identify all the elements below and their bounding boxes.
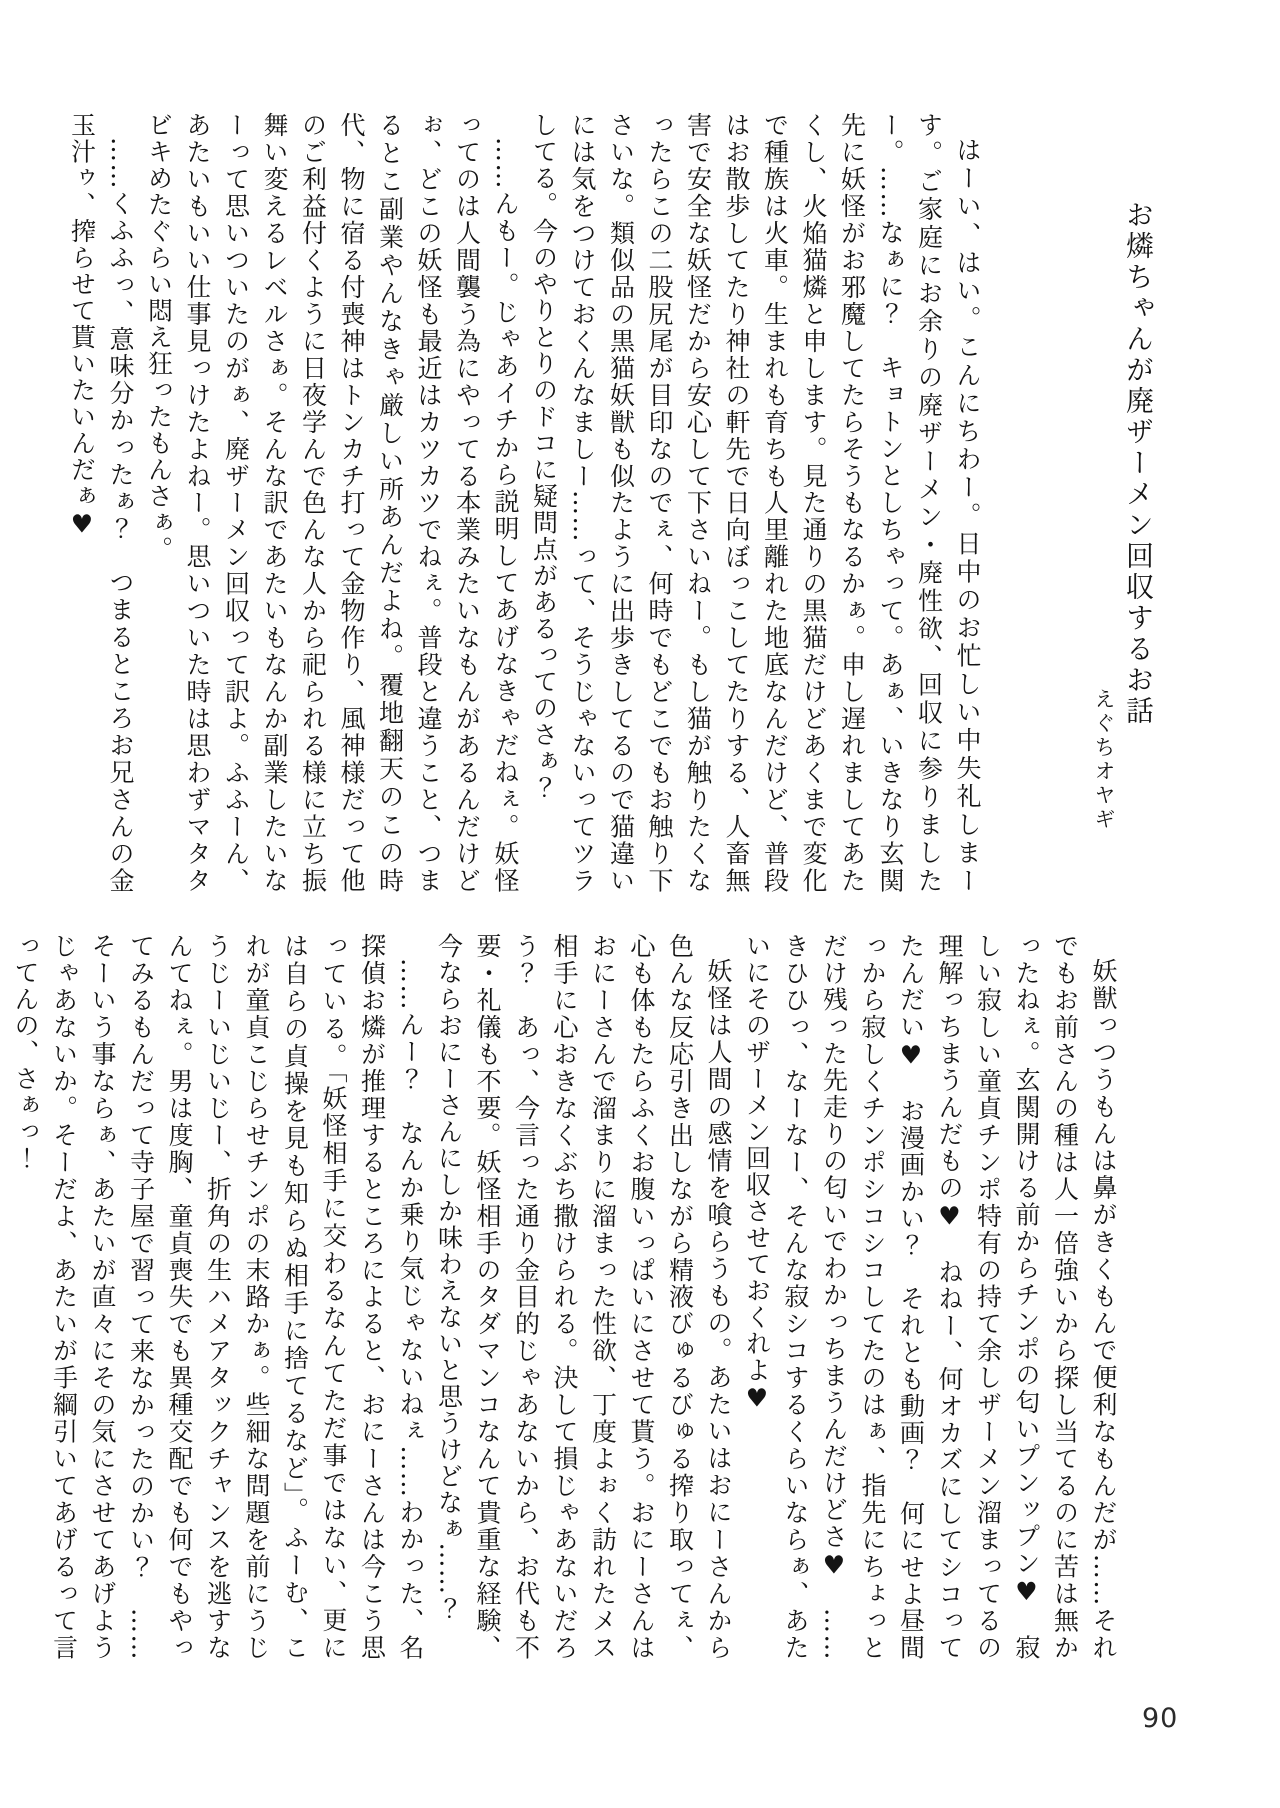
paragraph: 妖怪は人間の感情を喰らうもの。あたいはおにーさんから色んな反応引き出しながら精液びゅるびゅる搾り取ってぇ、心も体もたらふくお腹いっぱいにさせて貰う。おにーさんはおにーさんで溜まりに溜まった性欲、丁度よぉく訪れたメス相手に心おきなくぶち撒けられる。決して損じゃあないだろう？ あっ、今言った通り金目的じゃあないから、お代も不要・礼儀も不要。妖怪相手のタダマンコなんて貴重な経験、今ならおにーさんにしか味わえないと思うけどなぁ……？: [434, 933, 733, 1662]
paragraph: ……んー？ なんか乗り気じゃないねぇ……わかった、名探偵お燐が推理するところによると、おにーさんは今こう思っている。「妖怪相手に交わるなんてただ事ではない、更には自らの貞操を見も知らぬ相手に捨てるなど」。ふーむ、これが童貞こじらせチンポの末路かぁ。些細な問題を前にうじうじーいじいじー、折角の生ハメアタックチャンスを逃すなんてねぇ。男は度胸、童貞喪失でも異種交配でも何でもやってみるもんだって寺子屋で習って来なかったのかい？ ……そーいう事ならぁ、あたいが直々にその気にさせてあげようじゃあないか。そーだよ、あたいが手綱引いてあげるって言ってんの、さぁっ！: [11, 933, 425, 1662]
page-number: 90: [1142, 1703, 1179, 1734]
top-text-block: [67, 112, 986, 895]
paragraph: ……くふふっ、意味分かったぁ？ つまるところお兄さんの金玉汁ゥ、搾らせて貰いたいんだぁ♥: [67, 112, 135, 894]
paragraph: ……んもー。じゃあイチから説明してあげなきゃだねぇ。妖怪ってのは人間襲う為にやってる本業みたいなもんがあるんだけどぉ、どこの妖怪も最近はカツカツでねぇ。普段と違うこと、つまるとこ副業やんなきゃ厳しい所あんだよね。覆地翻天のこの時代、物に宿る付喪神はトンカチ打って金物作り、風神様だって他のご利益付くように日夜学んで色んな人から祀られる様に立ち振舞い変えるレベルさぁ。そんな訳であたいもなんか副業したいなーって思いついたのがぁ、廃ザーメン回収って訳よ。ふふーん、あたいもいい仕事見っけたよねー。思いついた時は思わずマタタビキめたぐらい悶え狂ったもんさぁ。: [144, 112, 520, 895]
page-title: お燐ちゃんが廃ザーメン回収するお話: [1122, 200, 1155, 727]
author-name: えぐちオヤギ: [1092, 688, 1116, 832]
bottom-text-block: [11, 933, 1122, 1662]
paragraph: 妖獣っつうもんは鼻がきくもんで便利なもんだが……それでもお前さんの種は人一倍強いから探し当てるのに苦は無かったねぇ。玄関開ける前からチンポの匂いプンップン♥ 寂しい寂しい童貞チンポ特有の持て余しザーメン溜まってるの理解っちまうんだもの♥ ねねー、何オカズにしてシコってたんだい♥ お漫画かい？ それとも動画？ 何にせよ昼間っから寂しくチンポシコシコしてたのはぁ、指先にちょっとだけ残った先走りの匂いでわかっちまうんだけどさ♥ ……きひひっ、なーなー、そんな寂シコするくらいならぁ、あたいにそのザーメン回収させておくれよ♥: [742, 933, 1118, 1662]
paragraph: はーい、はい。こんにちわー。日中のお忙しい中失礼しまーす。ご家庭にお余りの廃ザーメン・廃性欲、回収に参りましたー。……なぁに？ キョトンとしちゃって。あぁ、いきなり玄関先に妖怪がお邪魔してたらそうもなるかぁ。申し遅れましてあたくし、火焔猫燐と申します。見た通りの黒猫だけどあくまで変化で種族は火車。生まれも育ちも人里離れた地底なんだけど、普段はお散歩してたり神社の軒先で日向ぼっこしてたりする、人畜無害で安全な妖怪だから安心して下さいねー。もし猫が触りたくなったらこの二股尻尾が目印なのでぇ、何時でもどこでもお触り下さいな。類似品の黒猫妖獣も似たように出歩きしてるので猫違いには気をつけておくんなましー……って、そうじゃないってツラしてる。今のやりとりのドコに疑問点があるってのさぁ？: [529, 112, 982, 894]
